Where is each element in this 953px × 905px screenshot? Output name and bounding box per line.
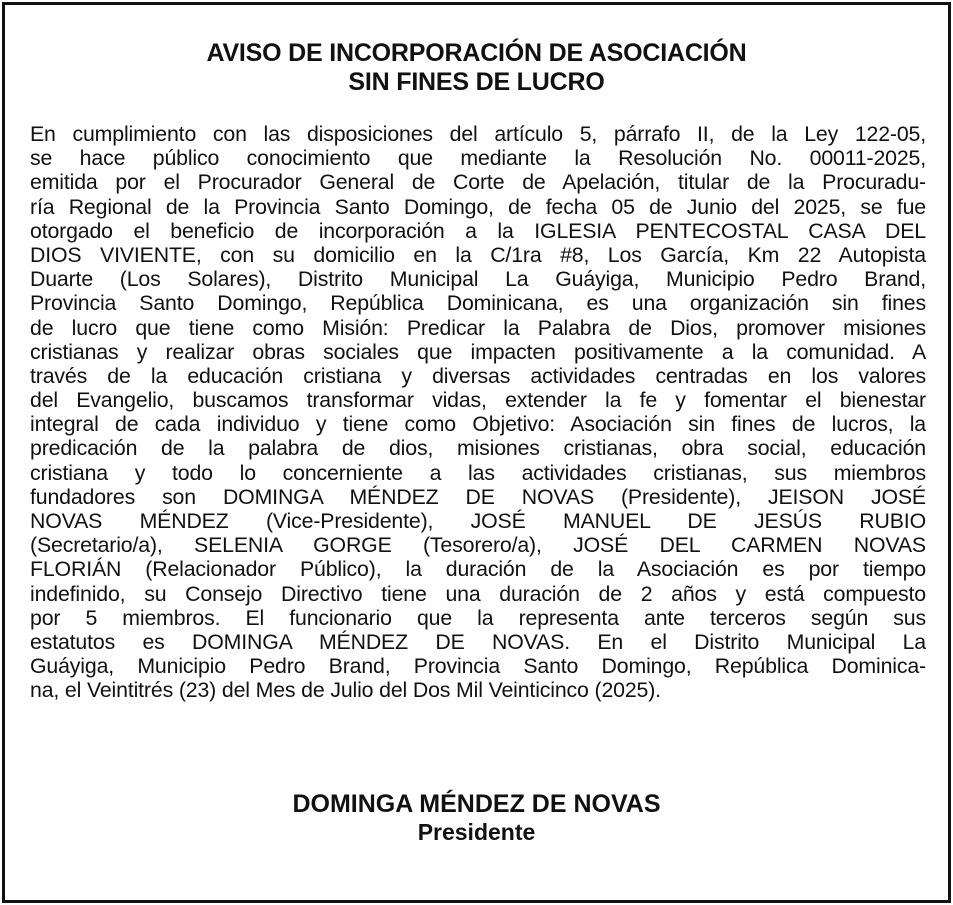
- body-line: ría Regional de la Provincia Santo Domingo, de fecha 05 de Junio del 2025, se fue: [30, 194, 926, 219]
- body-line: otorgado el beneficio de incorporación a la IGLESIA PENTECOSTAL CASA DEL: [30, 218, 926, 243]
- body-line: estatutos es DOMINGA MÉNDEZ DE NOVAS. En el Distrito Municipal La: [30, 629, 926, 654]
- body-line: Duarte (Los Solares), Distrito Municipal La Guáyiga, Municipio Pedro Brand,: [30, 267, 926, 292]
- body-line: se hace público conocimiento que mediante la Resolución No. 00011-2025,: [30, 146, 926, 171]
- body-line: En cumplimiento con las disposiciones del artículo 5, párrafo II, de la Ley 122-05,: [30, 122, 926, 146]
- body-line: emitida por el Procurador General de Corte de Apelación, titular de la Procuradu-: [30, 170, 926, 195]
- title-line-1: AVISO DE INCORPORACIÓN DE ASOCIACIÓN: [206, 39, 747, 67]
- body-line: indefinido, su Consejo Directivo tiene una duración de 2 años y está compuesto: [30, 581, 926, 606]
- body-line: Provincia Santo Domingo, República Dominicana, es una organización sin fines: [30, 291, 926, 316]
- body-line: Guáyiga, Municipio Pedro Brand, Provincia Santo Domingo, República Dominica-: [30, 654, 926, 679]
- body-line: predicación de la palabra de dios, misiones cristianas, obra social, educación: [30, 436, 926, 461]
- body-line: fundadores son DOMINGA MÉNDEZ DE NOVAS (Presidente), JEISON JOSÉ: [30, 484, 926, 509]
- notice-body: [30, 122, 926, 703]
- body-line: por 5 miembros. El funcionario que la representa ante terceros según sus: [30, 605, 926, 630]
- body-line: integral de cada individuo y tiene como Objetivo: Asociación sin fines de lucros, la: [30, 412, 926, 437]
- body-line: FLORIÁN (Relacionador Público), la duración de la Asociación es por tiempo: [30, 557, 926, 582]
- body-line: (Secretario/a), SELENIA GORGE (Tesorero/a), JOSÉ DEL CARMEN NOVAS: [30, 533, 926, 558]
- signature-block: [5, 790, 948, 846]
- signature-name: DOMINGA MÉNDEZ DE NOVAS: [292, 790, 661, 818]
- notice-title: [5, 39, 948, 97]
- notice-frame: [2, 2, 951, 903]
- body-line: DIOS VIVIENTE, con su domicilio en la C/1ra #8, Los García, Km 22 Autopista: [30, 242, 926, 267]
- title-line-2: SIN FINES DE LUCRO: [348, 68, 605, 96]
- body-line: del Evangelio, buscamos transformar vidas, extender la fe y fomentar el bienestar: [30, 388, 926, 413]
- body-line: través de la educación cristiana y diversas actividades centradas en los valores: [30, 363, 926, 388]
- body-line: de lucro que tiene como Misión: Predicar la Palabra de Dios, promover misiones: [30, 315, 926, 340]
- body-line: cristiana y todo lo concerniente a las actividades cristianas, sus miembros: [30, 460, 926, 485]
- body-line-last: na, el Veintitrés (23) del Mes de Julio del Dos Mil Veinticinco (2025).: [30, 678, 661, 703]
- body-line: NOVAS MÉNDEZ (Vice-Presidente), JOSÉ MANUEL DE JESÚS RUBIO: [30, 509, 926, 533]
- body-line: cristianas y realizar obras sociales que impacten positivamente a la comunidad. A: [30, 339, 926, 364]
- signature-role: Presidente: [417, 819, 536, 845]
